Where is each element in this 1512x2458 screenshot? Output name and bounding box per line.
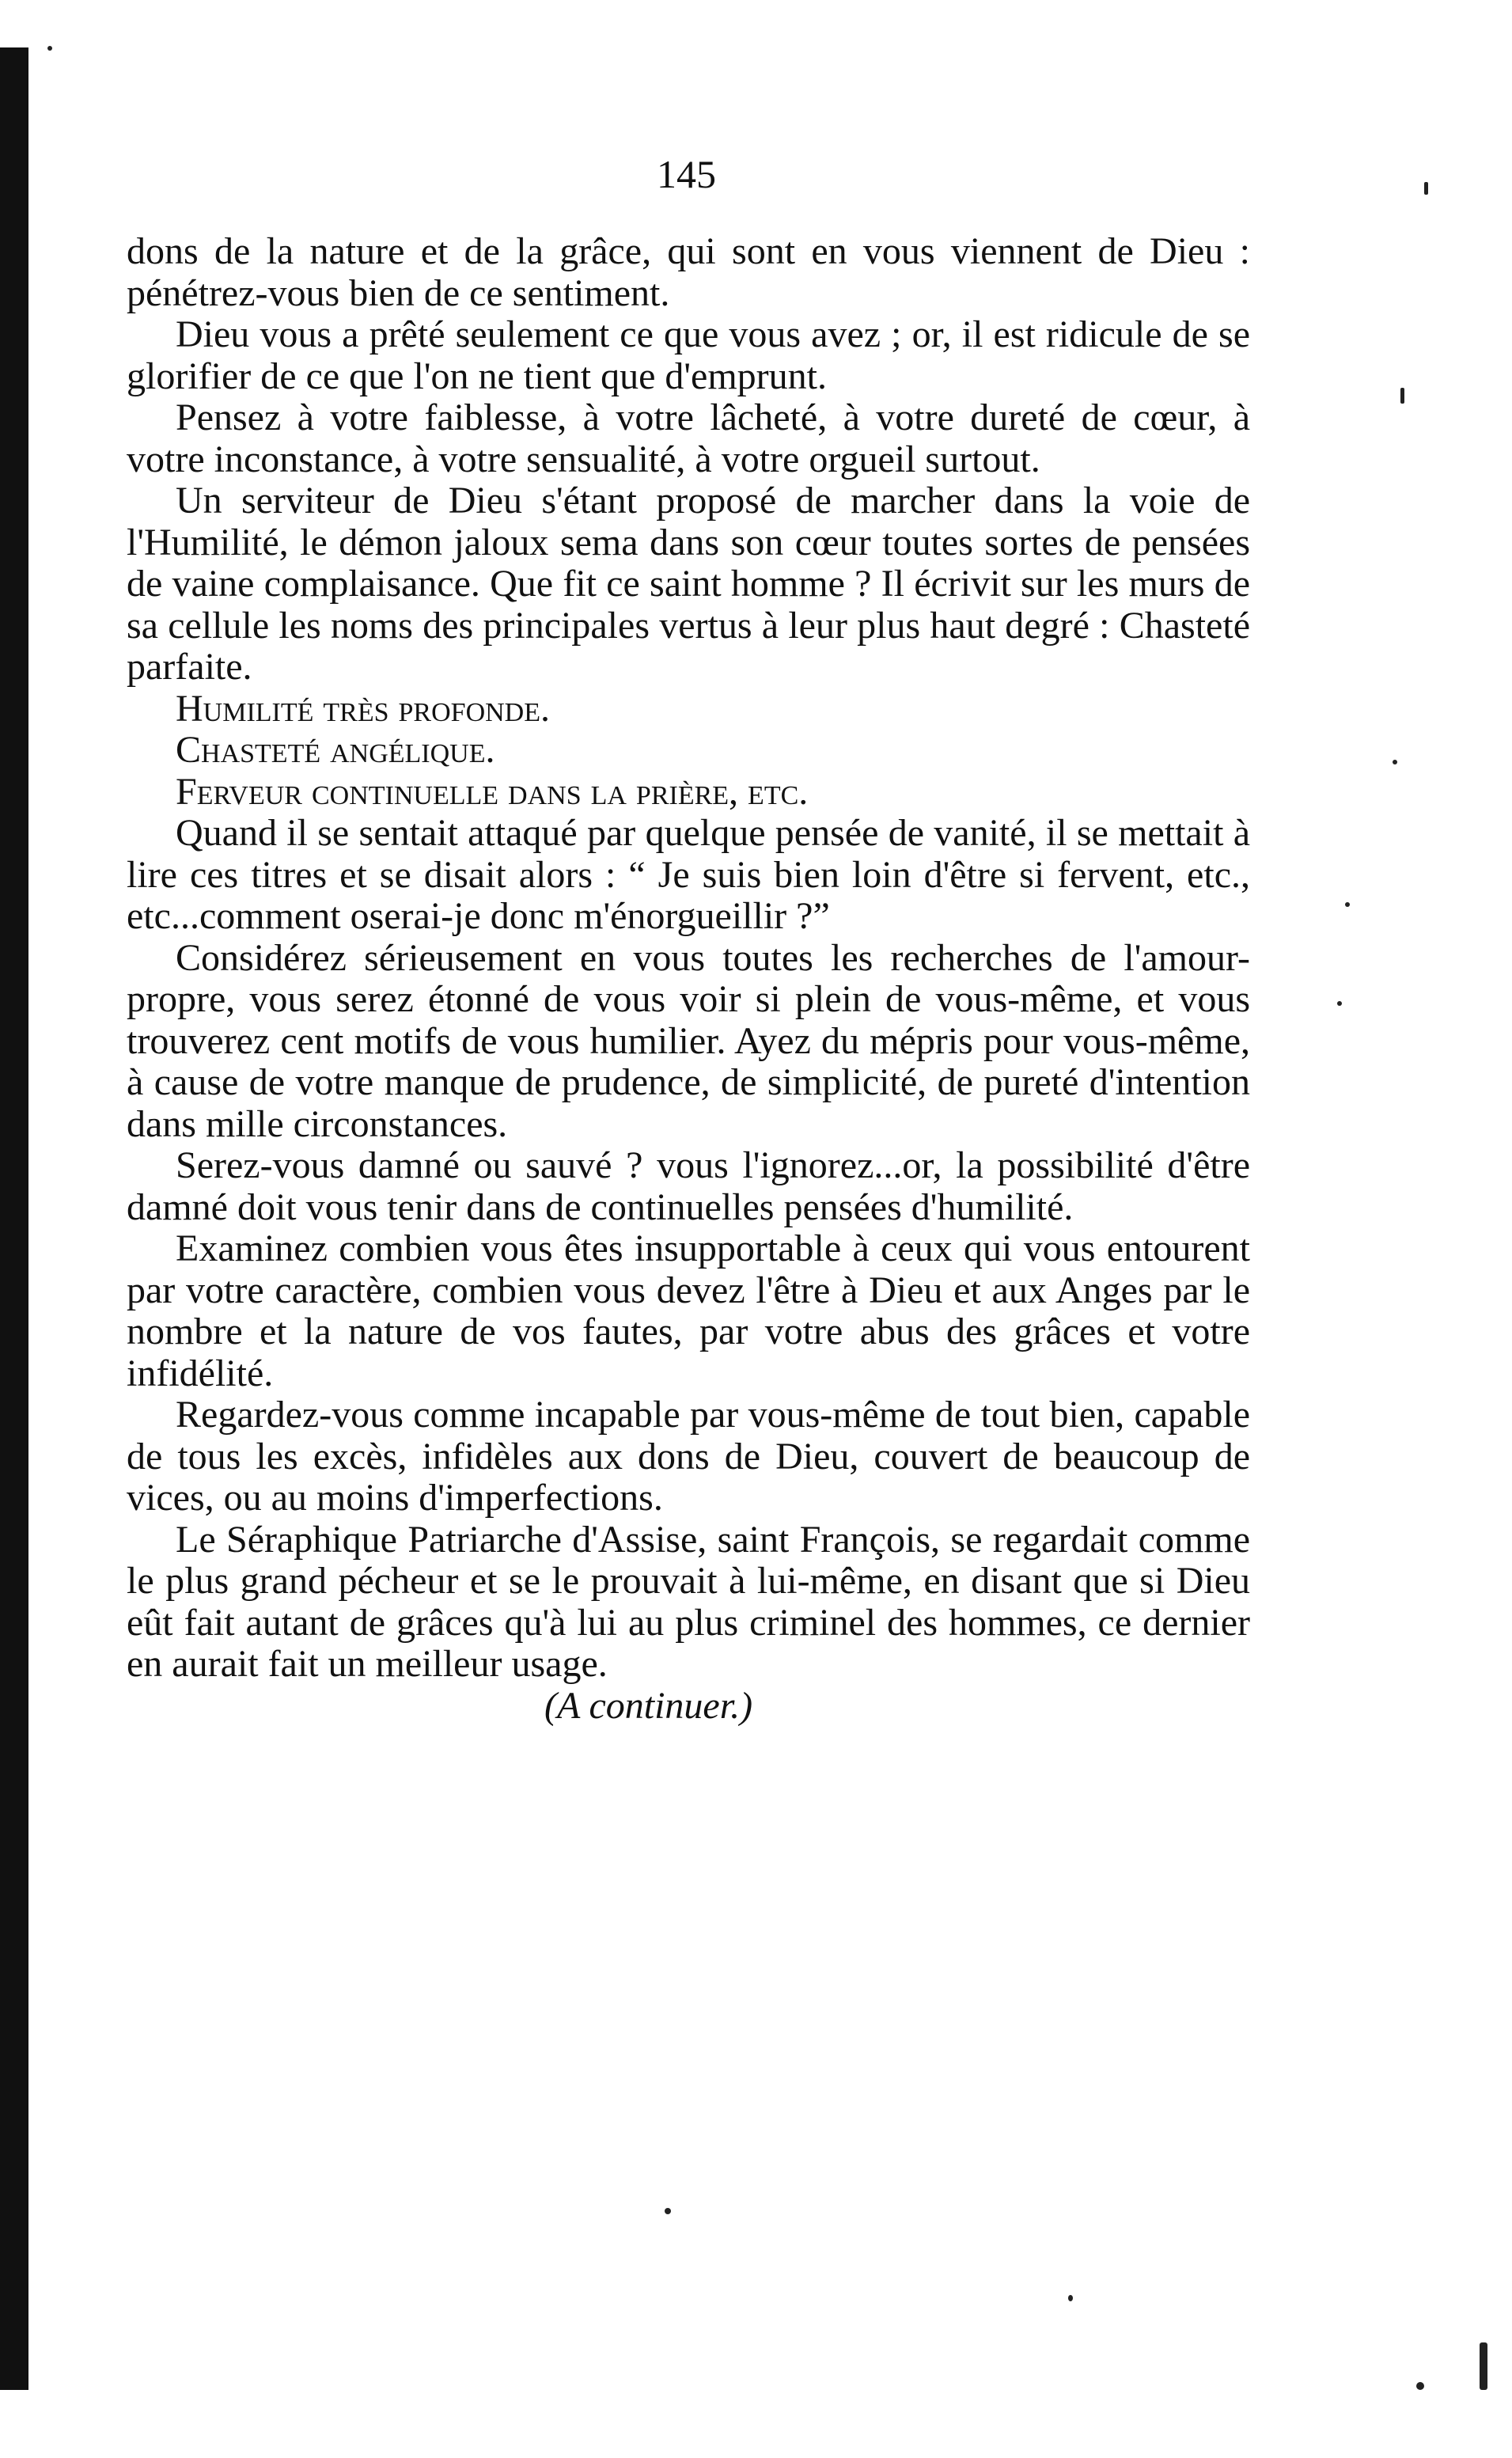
paragraph: Serez-vous damné ou sauvé ? vous l'ignorez...or, la possibilité d'être damné doit vous tenir dans de continuelles pensées d'humilité. [127, 1144, 1250, 1228]
virtue-title: Chasteté angélique. [176, 729, 495, 771]
print-speck [1424, 182, 1428, 195]
paragraph: Examinez combien vous êtes insupportable à ceux qui vous entourent par votre caractère, combien vous devez l'être à Dieu et aux Anges par le nombre et la nature de vos fautes, par votre abus des grâces et votre infidélité. [127, 1227, 1250, 1394]
page-edge-shadow [0, 47, 28, 2390]
print-speck [1480, 2342, 1487, 2390]
print-speck [1345, 902, 1350, 907]
page-number: 145 [657, 152, 716, 196]
virtue-title: Ferveur continuelle dans la prière, etc. [176, 770, 809, 813]
print-speck [1337, 1001, 1342, 1006]
paragraph: dons de la nature et de la grâce, qui sont en vous viennent de Dieu : pénétrez-vous bien de ce sentiment. [127, 230, 1250, 314]
paragraph: Dieu vous a prêté seulement ce que vous avez ; or, il est ridicule de se glorifier de ce que l'on ne tient que d'emprunt. [127, 313, 1250, 397]
paragraph: Un serviteur de Dieu s'étant proposé de marcher dans la voie de l'Humilité, le démon jaloux sema dans son cœur toutes sortes de pensées de vaine complaisance. Que fit ce saint homme ? Il écrivit sur les murs de sa cellule les noms des principales vertus à leur plus haut degré : Chasteté parfaite. [127, 480, 1250, 688]
print-speck [1416, 2382, 1424, 2390]
paragraph: Le Séraphique Patriarche d'Assise, saint François, se regardait comme le plus grand pécheur et se le prouvait à lui-même, en disant que si Dieu eût fait autant de grâces qu'à lui au plus criminel des hommes, ce dernier en aurait fait un meilleur usage. [127, 1518, 1250, 1685]
print-speck [1068, 2295, 1073, 2301]
print-speck [1393, 760, 1397, 764]
print-speck [47, 46, 52, 51]
print-speck [1400, 388, 1404, 404]
print-speck [665, 2208, 671, 2214]
page-body [127, 231, 1250, 1727]
virtue-title: Humilité très profonde. [176, 687, 551, 730]
paragraph: Pensez à votre faiblesse, à votre lâcheté, à votre dureté de cœur, à votre inconstance, à votre sensualité, à votre orgueil surtout. [127, 396, 1250, 480]
paragraph: Regardez-vous comme incapable par vous-même de tout bien, capable de tous les excès, infidèles aux dons de Dieu, couvert de beaucoup de vices, ou au moins d'imperfections. [127, 1394, 1250, 1519]
to-be-continued-note: (A continuer.) [544, 1684, 753, 1727]
paragraph: Quand il se sentait attaqué par quelque pensée de vanité, il se mettait à lire ces titres et se disait alors : “ Je suis bien loin d'être si fervent, etc., etc...comment oserai-je donc m'énorgueillir ?” [127, 812, 1250, 937]
virtue-titles-list [127, 688, 1250, 814]
paragraph: Considérez sérieusement en vous toutes les recherches de l'amour-propre, vous serez étonné de vous voir si plein de vous-même, et vous trouverez cent motifs de vous humilier. Ayez du mépris pour vous-même, à cause de votre manque de prudence, de simplicité, de pureté d'intention dans mille circonstances. [127, 936, 1250, 1145]
